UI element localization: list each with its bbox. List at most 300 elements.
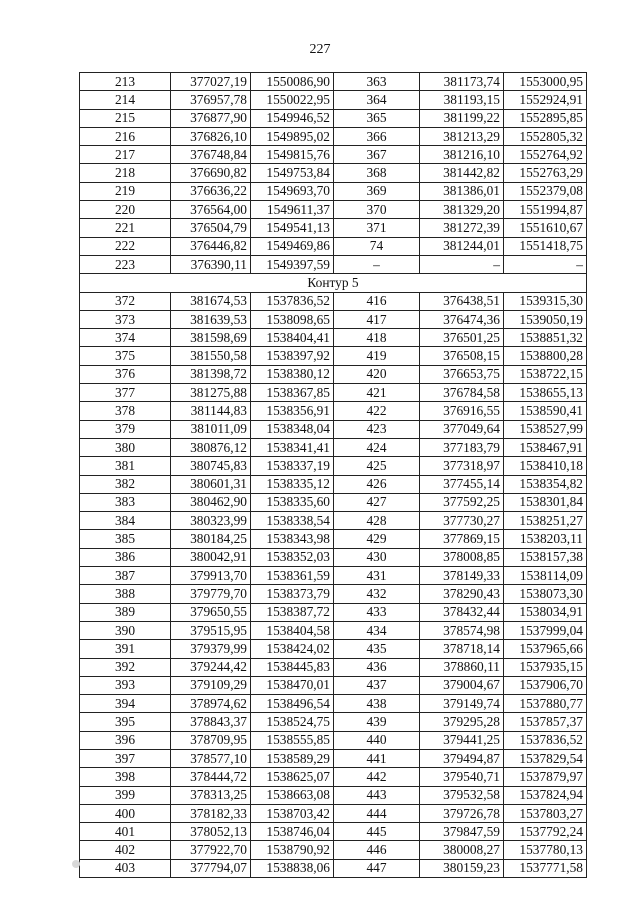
y-coordinate-left: 1538098,65 — [251, 310, 334, 328]
point-number-left: 373 — [80, 310, 171, 328]
point-number-left: 386 — [80, 548, 171, 566]
point-number-right: 438 — [334, 695, 420, 713]
x-coordinate-left: 376826,10 — [171, 127, 251, 145]
point-number-left: 387 — [80, 567, 171, 585]
x-coordinate-right: 377183,79 — [420, 438, 504, 456]
y-coordinate-right: 1537999,04 — [504, 621, 587, 639]
x-coordinate-right: 381442,82 — [420, 164, 504, 182]
table-row — [80, 237, 587, 255]
table-row — [80, 365, 587, 383]
x-coordinate-left: 378577,10 — [171, 749, 251, 767]
y-coordinate-right: 1551610,67 — [504, 219, 587, 237]
x-coordinate-left: 381398,72 — [171, 365, 251, 383]
x-coordinate-left: 378709,95 — [171, 731, 251, 749]
y-coordinate-left: 1538387,72 — [251, 603, 334, 621]
y-coordinate-right: 1537857,37 — [504, 713, 587, 731]
table-row — [80, 512, 587, 530]
x-coordinate-left: 381674,53 — [171, 292, 251, 310]
point-number-right: 427 — [334, 493, 420, 511]
table-row — [80, 658, 587, 676]
x-coordinate-left: 381011,09 — [171, 420, 251, 438]
y-coordinate-left: 1538367,85 — [251, 384, 334, 402]
x-coordinate-right: 381386,01 — [420, 182, 504, 200]
point-number-right: 365 — [334, 109, 420, 127]
table-row — [80, 438, 587, 456]
y-coordinate-right: 1537906,70 — [504, 676, 587, 694]
y-coordinate-left: 1538373,79 — [251, 585, 334, 603]
y-coordinate-left: 1538404,41 — [251, 329, 334, 347]
table-row — [80, 621, 587, 639]
y-coordinate-left: 1538335,60 — [251, 493, 334, 511]
point-number-left: 375 — [80, 347, 171, 365]
table-row — [80, 640, 587, 658]
x-coordinate-right: – — [420, 255, 504, 273]
table-row — [80, 109, 587, 127]
point-number-right: 370 — [334, 201, 420, 219]
point-number-right: 368 — [334, 164, 420, 182]
y-coordinate-left: 1549815,76 — [251, 146, 334, 164]
x-coordinate-right: 381173,74 — [420, 73, 504, 91]
x-coordinate-right: 377455,14 — [420, 475, 504, 493]
x-coordinate-right: 379295,28 — [420, 713, 504, 731]
x-coordinate-right: 378008,85 — [420, 548, 504, 566]
y-coordinate-right: 1538410,18 — [504, 457, 587, 475]
y-coordinate-right: 1539315,30 — [504, 292, 587, 310]
y-coordinate-right: 1538203,11 — [504, 530, 587, 548]
x-coordinate-left: 379779,70 — [171, 585, 251, 603]
y-coordinate-left: 1538470,01 — [251, 676, 334, 694]
point-number-right: 429 — [334, 530, 420, 548]
point-number-right: 442 — [334, 768, 420, 786]
x-coordinate-right: 376501,25 — [420, 329, 504, 347]
x-coordinate-left: 376748,84 — [171, 146, 251, 164]
x-coordinate-right: 379847,59 — [420, 823, 504, 841]
point-number-right: 418 — [334, 329, 420, 347]
table-row — [80, 420, 587, 438]
x-coordinate-right: 377318,97 — [420, 457, 504, 475]
x-coordinate-left: 379515,95 — [171, 621, 251, 639]
x-coordinate-right: 380159,23 — [420, 859, 504, 877]
y-coordinate-right: 1552924,91 — [504, 91, 587, 109]
table-row — [80, 676, 587, 694]
point-number-left: 220 — [80, 201, 171, 219]
x-coordinate-right: 379004,67 — [420, 676, 504, 694]
x-coordinate-left: 378843,37 — [171, 713, 251, 731]
x-coordinate-right: 379441,25 — [420, 731, 504, 749]
point-number-left: 376 — [80, 365, 171, 383]
table-row — [80, 182, 587, 200]
y-coordinate-right: 1537935,15 — [504, 658, 587, 676]
x-coordinate-left: 381598,69 — [171, 329, 251, 347]
point-number-right: 431 — [334, 567, 420, 585]
x-coordinate-left: 379379,99 — [171, 640, 251, 658]
table-row — [80, 347, 587, 365]
coordinates-table — [79, 72, 587, 878]
table-row — [80, 201, 587, 219]
x-coordinate-left: 378052,13 — [171, 823, 251, 841]
y-coordinate-left: 1549895,02 — [251, 127, 334, 145]
y-coordinate-left: 1549541,13 — [251, 219, 334, 237]
page-number: 227 — [309, 42, 331, 57]
point-number-right: 425 — [334, 457, 420, 475]
x-coordinate-right: 379149,74 — [420, 695, 504, 713]
point-number-right: 367 — [334, 146, 420, 164]
point-number-left: 398 — [80, 768, 171, 786]
x-coordinate-right: 381199,22 — [420, 109, 504, 127]
x-coordinate-left: 376690,82 — [171, 164, 251, 182]
point-number-left: 218 — [80, 164, 171, 182]
point-number-left: 396 — [80, 731, 171, 749]
y-coordinate-left: 1538838,06 — [251, 859, 334, 877]
x-coordinate-left: 376390,11 — [171, 255, 251, 273]
x-coordinate-left: 376564,00 — [171, 201, 251, 219]
x-coordinate-left: 378313,25 — [171, 786, 251, 804]
table-row — [80, 146, 587, 164]
point-number-left: 391 — [80, 640, 171, 658]
x-coordinate-right: 377730,27 — [420, 512, 504, 530]
y-coordinate-left: 1538335,12 — [251, 475, 334, 493]
point-number-left: 399 — [80, 786, 171, 804]
x-coordinate-left: 381550,58 — [171, 347, 251, 365]
table-row — [80, 402, 587, 420]
y-coordinate-left: 1550022,95 — [251, 91, 334, 109]
point-number-right: 428 — [334, 512, 420, 530]
y-coordinate-left: 1549753,84 — [251, 164, 334, 182]
x-coordinate-left: 379244,42 — [171, 658, 251, 676]
x-coordinate-right: 378574,98 — [420, 621, 504, 639]
table-row — [80, 731, 587, 749]
point-number-right: 446 — [334, 841, 420, 859]
y-coordinate-right: 1537829,54 — [504, 749, 587, 767]
x-coordinate-right: 381193,15 — [420, 91, 504, 109]
table-row — [80, 749, 587, 767]
point-number-left: 217 — [80, 146, 171, 164]
point-number-left: 222 — [80, 237, 171, 255]
point-number-right: 436 — [334, 658, 420, 676]
point-number-right: 437 — [334, 676, 420, 694]
point-number-right: 432 — [334, 585, 420, 603]
table-row — [80, 713, 587, 731]
table-row — [80, 219, 587, 237]
point-number-left: 388 — [80, 585, 171, 603]
table-row — [80, 603, 587, 621]
y-coordinate-left: 1538348,04 — [251, 420, 334, 438]
y-coordinate-left: 1538424,02 — [251, 640, 334, 658]
point-number-left: 390 — [80, 621, 171, 639]
x-coordinate-left: 380184,25 — [171, 530, 251, 548]
x-coordinate-left: 378444,72 — [171, 768, 251, 786]
point-number-left: 214 — [80, 91, 171, 109]
y-coordinate-left: 1538703,42 — [251, 804, 334, 822]
y-coordinate-left: 1538445,83 — [251, 658, 334, 676]
x-coordinate-right: 376474,36 — [420, 310, 504, 328]
x-coordinate-right: 376653,75 — [420, 365, 504, 383]
point-number-left: 383 — [80, 493, 171, 511]
y-coordinate-left: 1538356,91 — [251, 402, 334, 420]
y-coordinate-left: 1538361,59 — [251, 567, 334, 585]
y-coordinate-left: 1538337,19 — [251, 457, 334, 475]
x-coordinate-left: 378974,62 — [171, 695, 251, 713]
x-coordinate-right: 378860,11 — [420, 658, 504, 676]
x-coordinate-right: 381244,01 — [420, 237, 504, 255]
y-coordinate-left: 1538625,07 — [251, 768, 334, 786]
table-row — [80, 841, 587, 859]
table-row — [80, 73, 587, 91]
y-coordinate-left: 1538343,98 — [251, 530, 334, 548]
table-row — [80, 768, 587, 786]
section-row — [80, 274, 587, 292]
x-coordinate-right: 379494,87 — [420, 749, 504, 767]
x-coordinate-left: 377794,07 — [171, 859, 251, 877]
point-number-right: 421 — [334, 384, 420, 402]
x-coordinate-right: 378432,44 — [420, 603, 504, 621]
y-coordinate-right: 1538301,84 — [504, 493, 587, 511]
x-coordinate-right: 376916,55 — [420, 402, 504, 420]
x-coordinate-left: 376957,78 — [171, 91, 251, 109]
y-coordinate-right: 1538590,41 — [504, 402, 587, 420]
y-coordinate-right: 1537880,77 — [504, 695, 587, 713]
x-coordinate-right: 381272,39 — [420, 219, 504, 237]
x-coordinate-right: 377869,15 — [420, 530, 504, 548]
table-row — [80, 804, 587, 822]
x-coordinate-left: 380323,99 — [171, 512, 251, 530]
point-number-left: 374 — [80, 329, 171, 347]
table-row — [80, 585, 587, 603]
y-coordinate-right: 1552805,32 — [504, 127, 587, 145]
point-number-left: 395 — [80, 713, 171, 731]
point-number-right: 440 — [334, 731, 420, 749]
y-coordinate-left: 1538380,12 — [251, 365, 334, 383]
y-coordinate-left: 1538555,85 — [251, 731, 334, 749]
point-number-right: 364 — [334, 91, 420, 109]
point-number-right: 433 — [334, 603, 420, 621]
point-number-right: 416 — [334, 292, 420, 310]
y-coordinate-right: 1537803,27 — [504, 804, 587, 822]
point-number-left: 377 — [80, 384, 171, 402]
x-coordinate-right: 379540,71 — [420, 768, 504, 786]
x-coordinate-left: 379109,29 — [171, 676, 251, 694]
point-number-right: 447 — [334, 859, 420, 877]
point-number-left: 401 — [80, 823, 171, 841]
point-number-right: 420 — [334, 365, 420, 383]
y-coordinate-right: 1553000,95 — [504, 73, 587, 91]
point-number-right: 74 — [334, 237, 420, 255]
x-coordinate-right: 379532,58 — [420, 786, 504, 804]
table-row — [80, 530, 587, 548]
y-coordinate-right: 1538467,91 — [504, 438, 587, 456]
point-number-left: 394 — [80, 695, 171, 713]
y-coordinate-left: 1537836,52 — [251, 292, 334, 310]
y-coordinate-left: 1538790,92 — [251, 841, 334, 859]
point-number-left: 219 — [80, 182, 171, 200]
x-coordinate-left: 376636,22 — [171, 182, 251, 200]
table-row — [80, 255, 587, 273]
point-number-left: 379 — [80, 420, 171, 438]
y-coordinate-right: 1552764,92 — [504, 146, 587, 164]
x-coordinate-right: 379726,78 — [420, 804, 504, 822]
y-coordinate-right: 1538157,38 — [504, 548, 587, 566]
point-number-left: 213 — [80, 73, 171, 91]
y-coordinate-right: 1539050,19 — [504, 310, 587, 328]
y-coordinate-left: 1538352,03 — [251, 548, 334, 566]
y-coordinate-right: 1537879,97 — [504, 768, 587, 786]
point-number-left: 392 — [80, 658, 171, 676]
y-coordinate-right: 1538851,32 — [504, 329, 587, 347]
y-coordinate-right: 1551994,87 — [504, 201, 587, 219]
table-row — [80, 127, 587, 145]
y-coordinate-left: 1538524,75 — [251, 713, 334, 731]
point-number-right: 445 — [334, 823, 420, 841]
x-coordinate-right: 377049,64 — [420, 420, 504, 438]
x-coordinate-left: 379913,70 — [171, 567, 251, 585]
point-number-right: 369 — [334, 182, 420, 200]
x-coordinate-right: 376438,51 — [420, 292, 504, 310]
table-row — [80, 548, 587, 566]
table-row — [80, 292, 587, 310]
point-number-right: 426 — [334, 475, 420, 493]
point-number-left: 402 — [80, 841, 171, 859]
coordinates-table-body — [80, 73, 587, 878]
y-coordinate-right: 1552895,85 — [504, 109, 587, 127]
y-coordinate-right: 1537771,58 — [504, 859, 587, 877]
x-coordinate-right: 381329,20 — [420, 201, 504, 219]
x-coordinate-left: 380876,12 — [171, 438, 251, 456]
point-number-left: 221 — [80, 219, 171, 237]
point-number-left: 378 — [80, 402, 171, 420]
table-row — [80, 164, 587, 182]
point-number-right: 441 — [334, 749, 420, 767]
y-coordinate-right: 1538655,13 — [504, 384, 587, 402]
table-row — [80, 475, 587, 493]
x-coordinate-right: 376784,58 — [420, 384, 504, 402]
point-number-right: 430 — [334, 548, 420, 566]
x-coordinate-right: 378718,14 — [420, 640, 504, 658]
table-row — [80, 567, 587, 585]
point-number-left: 380 — [80, 438, 171, 456]
x-coordinate-right: 378149,33 — [420, 567, 504, 585]
table-row — [80, 91, 587, 109]
point-number-left: 223 — [80, 255, 171, 273]
y-coordinate-right: 1552379,08 — [504, 182, 587, 200]
y-coordinate-right: 1538034,91 — [504, 603, 587, 621]
x-coordinate-left: 376877,90 — [171, 109, 251, 127]
scan-dot — [72, 860, 80, 868]
y-coordinate-right: 1537792,24 — [504, 823, 587, 841]
point-number-left: 215 — [80, 109, 171, 127]
y-coordinate-left: 1549946,52 — [251, 109, 334, 127]
point-number-left: 372 — [80, 292, 171, 310]
table-row — [80, 310, 587, 328]
point-number-left: 216 — [80, 127, 171, 145]
x-coordinate-left: 377027,19 — [171, 73, 251, 91]
x-coordinate-left: 380745,83 — [171, 457, 251, 475]
y-coordinate-left: 1538663,08 — [251, 786, 334, 804]
y-coordinate-left: 1538397,92 — [251, 347, 334, 365]
point-number-left: 393 — [80, 676, 171, 694]
x-coordinate-right: 378290,43 — [420, 585, 504, 603]
y-coordinate-right: 1551418,75 — [504, 237, 587, 255]
point-number-left: 389 — [80, 603, 171, 621]
x-coordinate-left: 378182,33 — [171, 804, 251, 822]
x-coordinate-left: 376504,79 — [171, 219, 251, 237]
x-coordinate-left: 379650,55 — [171, 603, 251, 621]
table-row — [80, 859, 587, 877]
y-coordinate-right: 1538800,28 — [504, 347, 587, 365]
table-row — [80, 384, 587, 402]
y-coordinate-right: 1538722,15 — [504, 365, 587, 383]
y-coordinate-left: 1538338,54 — [251, 512, 334, 530]
x-coordinate-right: 381216,10 — [420, 146, 504, 164]
x-coordinate-right: 381213,29 — [420, 127, 504, 145]
point-number-left: 403 — [80, 859, 171, 877]
point-number-right: 419 — [334, 347, 420, 365]
x-coordinate-right: 377592,25 — [420, 493, 504, 511]
x-coordinate-left: 381275,88 — [171, 384, 251, 402]
point-number-left: 400 — [80, 804, 171, 822]
point-number-right: 423 — [334, 420, 420, 438]
y-coordinate-right: 1538527,99 — [504, 420, 587, 438]
point-number-right: – — [334, 255, 420, 273]
y-coordinate-left: 1538589,29 — [251, 749, 334, 767]
y-coordinate-left: 1550086,90 — [251, 73, 334, 91]
section-title: Контур 5 — [80, 274, 587, 292]
point-number-right: 424 — [334, 438, 420, 456]
y-coordinate-left: 1549469,86 — [251, 237, 334, 255]
point-number-right: 439 — [334, 713, 420, 731]
y-coordinate-left: 1549611,37 — [251, 201, 334, 219]
point-number-left: 385 — [80, 530, 171, 548]
point-number-right: 434 — [334, 621, 420, 639]
x-coordinate-left: 380601,31 — [171, 475, 251, 493]
y-coordinate-right: 1552763,29 — [504, 164, 587, 182]
y-coordinate-left: 1538404,58 — [251, 621, 334, 639]
x-coordinate-left: 380042,91 — [171, 548, 251, 566]
y-coordinate-right: 1537780,13 — [504, 841, 587, 859]
point-number-right: 444 — [334, 804, 420, 822]
point-number-left: 384 — [80, 512, 171, 530]
y-coordinate-right: 1538354,82 — [504, 475, 587, 493]
point-number-left: 382 — [80, 475, 171, 493]
point-number-right: 443 — [334, 786, 420, 804]
point-number-left: 381 — [80, 457, 171, 475]
y-coordinate-left: 1549693,70 — [251, 182, 334, 200]
x-coordinate-left: 380462,90 — [171, 493, 251, 511]
y-coordinate-left: 1549397,59 — [251, 255, 334, 273]
table-row — [80, 457, 587, 475]
point-number-right: 366 — [334, 127, 420, 145]
point-number-right: 371 — [334, 219, 420, 237]
table-row — [80, 493, 587, 511]
table-row — [80, 786, 587, 804]
y-coordinate-right: 1537836,52 — [504, 731, 587, 749]
x-coordinate-left: 381639,53 — [171, 310, 251, 328]
y-coordinate-right: 1538114,09 — [504, 567, 587, 585]
point-number-left: 397 — [80, 749, 171, 767]
point-number-right: 422 — [334, 402, 420, 420]
x-coordinate-left: 377922,70 — [171, 841, 251, 859]
table-row — [80, 823, 587, 841]
y-coordinate-left: 1538496,54 — [251, 695, 334, 713]
x-coordinate-right: 380008,27 — [420, 841, 504, 859]
y-coordinate-left: 1538746,04 — [251, 823, 334, 841]
y-coordinate-right: 1538073,30 — [504, 585, 587, 603]
table-row — [80, 329, 587, 347]
point-number-right: 435 — [334, 640, 420, 658]
y-coordinate-right: 1537824,94 — [504, 786, 587, 804]
table-row — [80, 695, 587, 713]
x-coordinate-right: 376508,15 — [420, 347, 504, 365]
y-coordinate-right: 1538251,27 — [504, 512, 587, 530]
